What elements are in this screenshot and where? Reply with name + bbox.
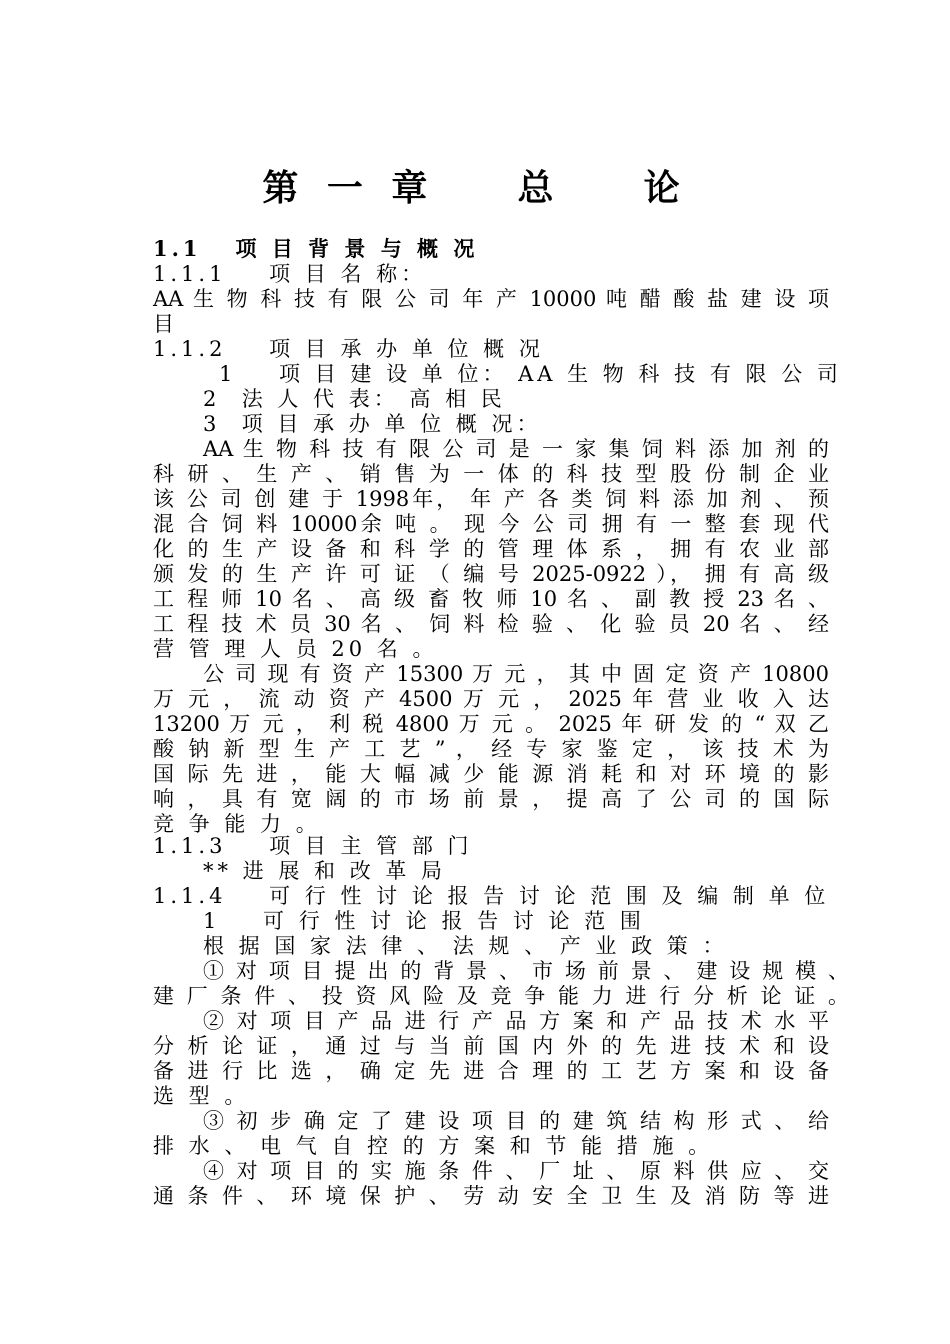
- text-line: 选 型 。: [153, 1084, 250, 1108]
- text-line: AA 生 物 科 技 有 限 公 司 是 一 家 集 饲 料 添 加 剂 的: [203, 437, 829, 461]
- text-line: 公 司 现 有 资 产 15300 万 元 ， 其 中 固 定 资 产 10800: [203, 662, 829, 686]
- text-line: AA 生 物 科 技 有 限 公 司 年 产 10000 吨 醋 酸 盐 建 设 项: [153, 287, 829, 311]
- list-item: 3 项 目 承 办 单 位 概 况：: [203, 412, 542, 436]
- text-line: 酸 钠 新 型 生 产 工 艺 ” ， 经 专 家 鉴 定 ， 该 技 术 为: [153, 737, 829, 761]
- list-item: 1 可 行 性 讨 论 报 告 讨 论 范 围: [203, 909, 645, 933]
- text-line: ④ 对 项 目 的 实 施 条 件 、 厂 址 、 原 料 供 应 、 交: [203, 1159, 829, 1183]
- subsection-heading: 1.1.4 可 行 性 讨 论 报 告 讨 论 范 围 及 编 制 单 位: [153, 884, 830, 908]
- list-item: 1 项 目 建 设 单 位： AA 生 物 科 技 有 限 公 司: [219, 362, 842, 386]
- section-heading: 1.1 项 目 背 景 与 概 况: [153, 236, 479, 261]
- subsection-heading: 1.1.2 项 目 承 办 单 位 概 况: [153, 337, 544, 361]
- text-line: 科 研 、 生 产 、 销 售 为 一 体 的 科 技 型 股 份 制 企 业: [153, 462, 829, 486]
- text-line: 通 条 件 、 环 境 保 护 、 劳 动 安 全 卫 生 及 消 防 等 进: [153, 1184, 829, 1208]
- text-line: 目: [153, 312, 178, 336]
- subsection-heading: 1.1.3 项 目 主 管 部 门: [153, 834, 473, 858]
- text-line: 营 管 理 人 员 20 名 。: [153, 637, 438, 661]
- text-line: 混 合 饲 料 10000余 吨 。 现 今 公 司 拥 有 一 整 套 现 代: [153, 512, 829, 536]
- text-line: 该 公 司 创 建 于 1998年， 年 产 各 类 饲 料 添 加 剂 、 预: [153, 487, 829, 511]
- text-line: 颁 发 的 生 产 许 可 证 （ 编 号 2025-0922 ）， 拥 有 高 级: [153, 562, 829, 586]
- text-line: 工 程 师 10 名 、 高 级 畜 牧 师 10 名 、 副 教 授 23 名 、: [153, 587, 829, 611]
- text-line: 分 析 论 证 ， 通 过 与 当 前 国 内 外 的 先 进 技 术 和 设: [153, 1034, 829, 1058]
- list-item: 2 法 人 代 表： 高 相 民: [203, 387, 506, 411]
- text-line: 国 际 先 进 ， 能 大 幅 减 少 能 源 消 耗 和 对 环 境 的 影: [153, 762, 829, 786]
- text-line: 备 进 行 比 选 ， 确 定 先 进 合 理 的 工 艺 方 案 和 设 备: [153, 1059, 829, 1083]
- text-line: ② 对 项 目 产 品 进 行 产 品 方 案 和 产 品 技 术 水 平: [203, 1009, 829, 1033]
- text-line: 根 据 国 家 法 律 、 法 规 、 产 业 政 策 ：: [203, 934, 728, 958]
- subsection-heading: 1.1.1 项 目 名 称：: [153, 262, 427, 286]
- chapter-title: 第 一 章 总 论: [262, 167, 688, 209]
- text-line: 化 的 生 产 设 备 和 科 学 的 管 理 体 系 ， 拥 有 农 业 部: [153, 537, 829, 561]
- text-line: ③ 初 步 确 定 了 建 设 项 目 的 建 筑 结 构 形 式 、 给: [203, 1109, 829, 1133]
- text-line: ** 进 展 和 改 革 局: [203, 859, 447, 883]
- text-line: 建 厂 条 件 、 投 资 风 险 及 竞 争 能 力 进 行 分 析 论 证 。: [153, 984, 849, 1008]
- text-line: 排 水 、 电 气 自 控 的 方 案 和 节 能 措 施 。: [153, 1134, 714, 1158]
- text-line: ① 对 项 目 提 出 的 背 景 、 市 场 前 景 、 建 设 规 模 、: [203, 959, 849, 983]
- text-line: 万 元 ， 流 动 资 产 4500 万 元 ， 2025 年 营 业 收 入 达: [153, 687, 829, 711]
- text-line: 竞 争 能 力 。: [153, 812, 321, 836]
- text-line: 响 ， 具 有 宽 阔 的 市 场 前 景 ， 提 高 了 公 司 的 国 际: [153, 787, 829, 811]
- text-line: 13200 万 元 ， 利 税 4800 万 元 。 2025 年 研 发 的 “ 双 乙: [153, 712, 829, 736]
- text-line: 工 程 技 术 员 30 名 、 饲 料 检 验 、 化 验 员 20 名 、 经: [153, 612, 829, 636]
